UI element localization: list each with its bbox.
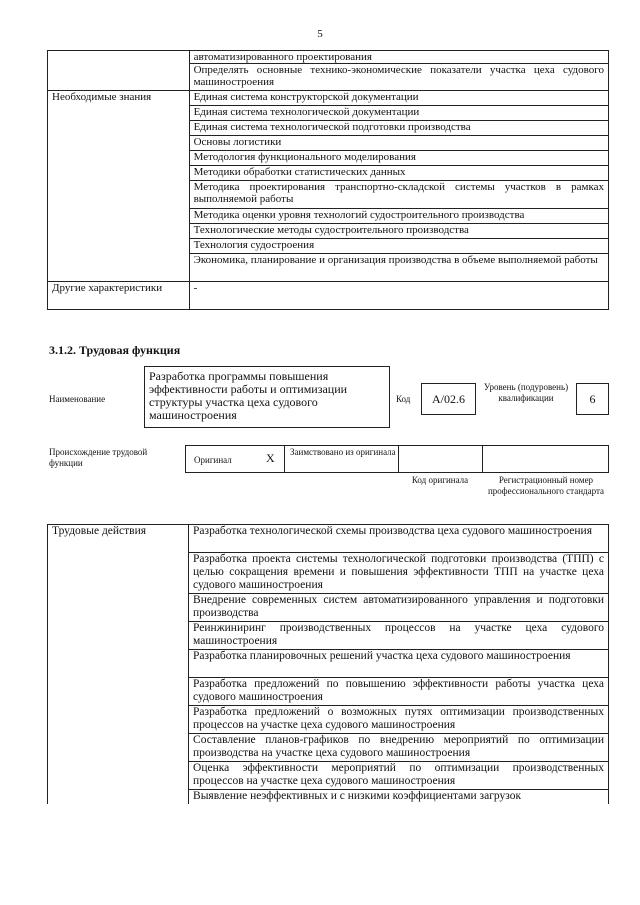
code-box xyxy=(421,383,476,415)
row-text: автоматизированного проектирования xyxy=(189,51,608,64)
action-item: Разработка проекта системы технологической подготовки производства (ТПП) с целью сокращения времени и повышения эффективности ТПП на участке цеха судового машиностроения xyxy=(189,553,609,594)
code-label: Код xyxy=(396,394,411,404)
table-row xyxy=(48,51,609,64)
table-row xyxy=(48,91,609,106)
action-item: Разработка технологической схемы производства цеха судового машиностроения xyxy=(189,525,609,553)
function-name-box xyxy=(144,366,390,428)
actions-table xyxy=(47,524,609,804)
knowledge-table xyxy=(47,50,609,310)
code-original-label: Код оригинала xyxy=(411,475,469,485)
section-heading: 3.1.2. Трудовая функция xyxy=(49,343,181,357)
action-item: Разработка предложений о возможных путях оптимизации производственных процессов на участке цеха судового машиностроения xyxy=(189,706,609,734)
function-name: Разработка программы повышения эффективности работы и оптимизации структуры участка цеха судового машиностроения xyxy=(149,369,348,422)
row-text: Технология судостроения xyxy=(189,239,608,254)
level-label: Уровень (подуровень) квалификации xyxy=(483,382,569,403)
action-item: Внедрение современных систем автоматизированного управления и подготовки производства xyxy=(189,594,609,622)
row-text: Единая система технологической документации xyxy=(189,106,608,121)
row-text: Определять основные технико-экономические показатели участка цеха судового машиностроения xyxy=(189,64,608,91)
page-number: 5 xyxy=(317,28,323,40)
borrowed-label: Заимствовано из оригинала xyxy=(290,447,396,457)
actions-label: Трудовые действия xyxy=(48,525,189,805)
level-value: 6 xyxy=(589,392,596,406)
row-text: Экономика, планирование и организация производства в объеме выполняемой работы xyxy=(189,254,608,282)
row-text: Методика проектирования транспортно-складской системы участков в рамках выполняемой работы xyxy=(189,181,608,209)
row-label-knowledge: Необходимые знания xyxy=(48,91,190,282)
row-text: Методики обработки статистических данных xyxy=(189,166,608,181)
origin-divider xyxy=(482,445,483,473)
action-item: Оценка эффективности мероприятий по оптимизации производственных процессов на участке цеха судового машиностроения xyxy=(189,762,609,790)
name-label: Наименование xyxy=(49,394,106,404)
action-item: Выявление неэффективных и с низкими коэффициентами загрузок xyxy=(189,790,609,805)
row-text: Единая система технологической подготовки производства xyxy=(189,121,608,136)
row-text: - xyxy=(189,282,608,310)
origin-label: Происхождение трудовой функции xyxy=(49,447,148,468)
reg-number-label: Регистрационный номер профессионального стандарта xyxy=(487,475,605,496)
original-label: Оригинал xyxy=(194,455,232,465)
row-text: Методология функционального моделирования xyxy=(189,151,608,166)
table-row xyxy=(48,525,609,553)
table-row xyxy=(48,282,609,310)
row-text: Технологические методы судостроительного производства xyxy=(189,224,608,239)
row-text: Методика оценки уровня технологий судостроительного производства xyxy=(189,209,608,224)
row-label-other: Другие характеристики xyxy=(48,282,190,310)
row-label xyxy=(48,51,190,91)
original-mark: X xyxy=(266,451,275,465)
origin-divider xyxy=(284,445,285,473)
row-text: Основы логистики xyxy=(189,136,608,151)
row-text: Единая система конструкторской документации xyxy=(189,91,608,106)
code-value: А/02.6 xyxy=(432,392,465,406)
origin-divider xyxy=(398,445,399,473)
action-item: Составление планов-графиков по внедрению мероприятий по оптимизации производства на участке цеха судового машиностроения xyxy=(189,734,609,762)
action-item: Реинжиниринг производственных процессов на участке цеха судового машиностроения xyxy=(189,622,609,650)
action-item: Разработка предложений по повышению эффективности работы участка цеха судового машиностроения xyxy=(189,678,609,706)
level-box xyxy=(576,383,609,415)
action-item: Разработка планировочных решений участка цеха судового машиностроения xyxy=(189,650,609,678)
